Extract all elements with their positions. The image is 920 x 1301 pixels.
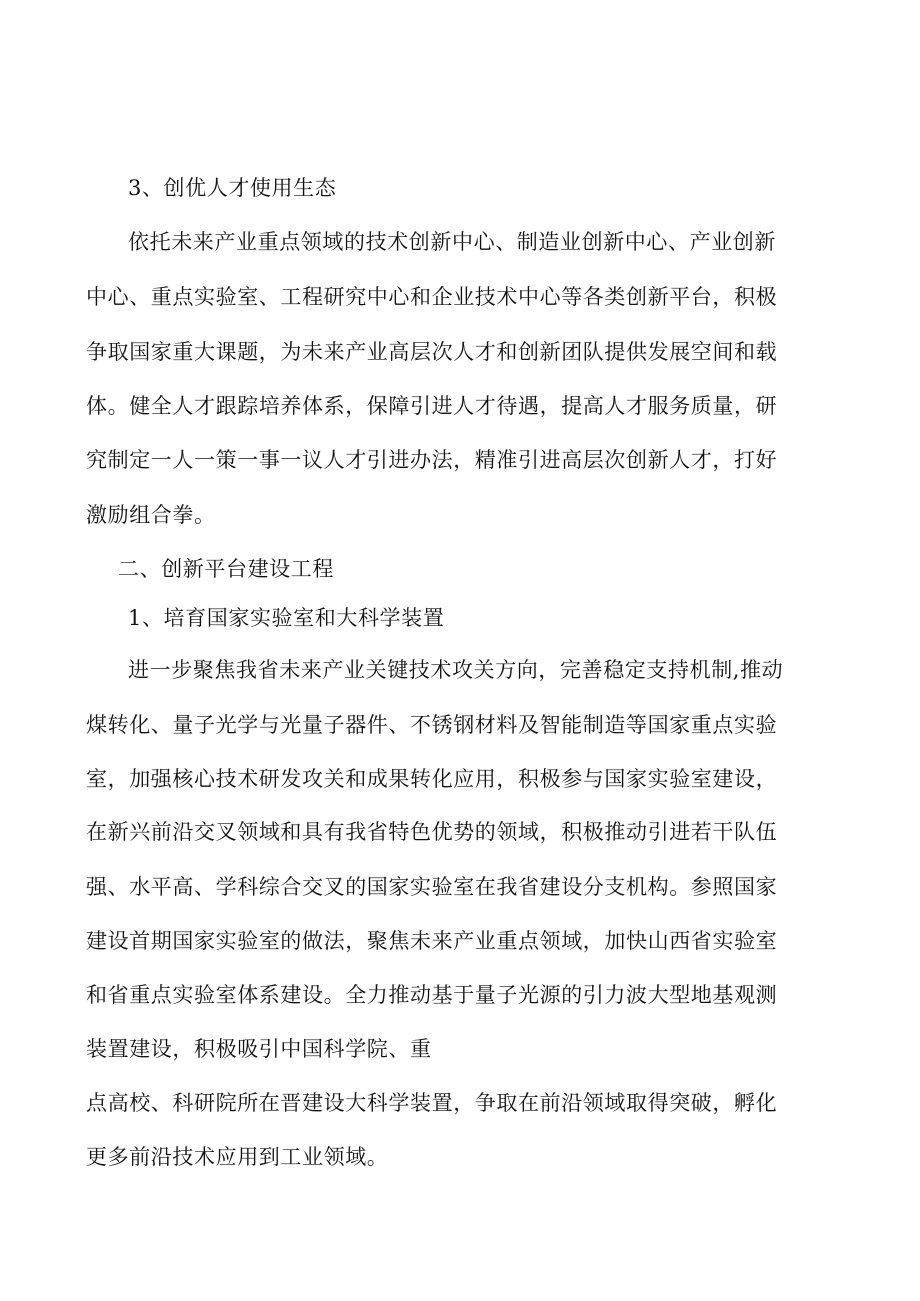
paragraph-line: 激励组合拳。 bbox=[86, 503, 216, 527]
chapter-2-title: 二、创新平台建设工程 bbox=[118, 557, 334, 581]
paragraph-line: 点高校、科研院所在晋建设大科学装置，争取在前沿领域取得突破，孵化 bbox=[86, 1091, 778, 1115]
paragraph-line: 建设首期国家实验室的做法，聚焦未来产业重点领域，加快山西省实验室 bbox=[86, 929, 778, 953]
paragraph-line: 强、水平高、学科综合交叉的国家实验室在我省建设分支机构。参照国家 bbox=[86, 875, 778, 899]
paragraph-line: 在新兴前沿交叉领域和具有我省特色优势的领域，积极推动引进若干队伍 bbox=[86, 820, 778, 844]
paragraph-line: 和省重点实验室体系建设。全力推动基于量子光源的引力波大型地基观测 bbox=[86, 983, 778, 1007]
paragraph-line: 争取国家重大课题，为未来产业高层次人才和创新团队提供发展空间和载 bbox=[86, 340, 778, 364]
paragraph-line: 更多前沿技术应用到工业领域。 bbox=[86, 1145, 389, 1169]
paragraph-line: 体。健全人才跟踪培养体系，保障引进人才待遇，提高人才服务质量，研 bbox=[86, 394, 778, 418]
paragraph-line: 室，加强核心技术研发攻关和成果转化应用，积极参与国家实验室建设， bbox=[86, 767, 778, 791]
paragraph-line: 依托未来产业重点领域的技术创新中心、制造业创新中心、产业创新 bbox=[128, 230, 776, 254]
paragraph-line: 装置建设，积极吸引中国科学院、重 bbox=[86, 1037, 432, 1061]
paragraph-line: 煤转化、量子光学与光量子器件、不锈钢材料及智能制造等国家重点实验 bbox=[86, 713, 778, 737]
paragraph-line: 究制定一人一策一事一议人才引进办法，精准引进高层次创新人才，打好 bbox=[86, 448, 778, 472]
paragraph-line: 中心、重点实验室、工程研究中心和企业技术中心等各类创新平台，积极 bbox=[86, 285, 778, 309]
paragraph-line: 进一步聚焦我省未来产业关键技术攻关方向，完善稳定支持机制,推动 bbox=[128, 658, 784, 682]
subsection-1-title: 1、培育国家实验室和大科学装置 bbox=[128, 606, 445, 630]
section-3-title: 3、创优人才使用生态 bbox=[128, 176, 337, 200]
